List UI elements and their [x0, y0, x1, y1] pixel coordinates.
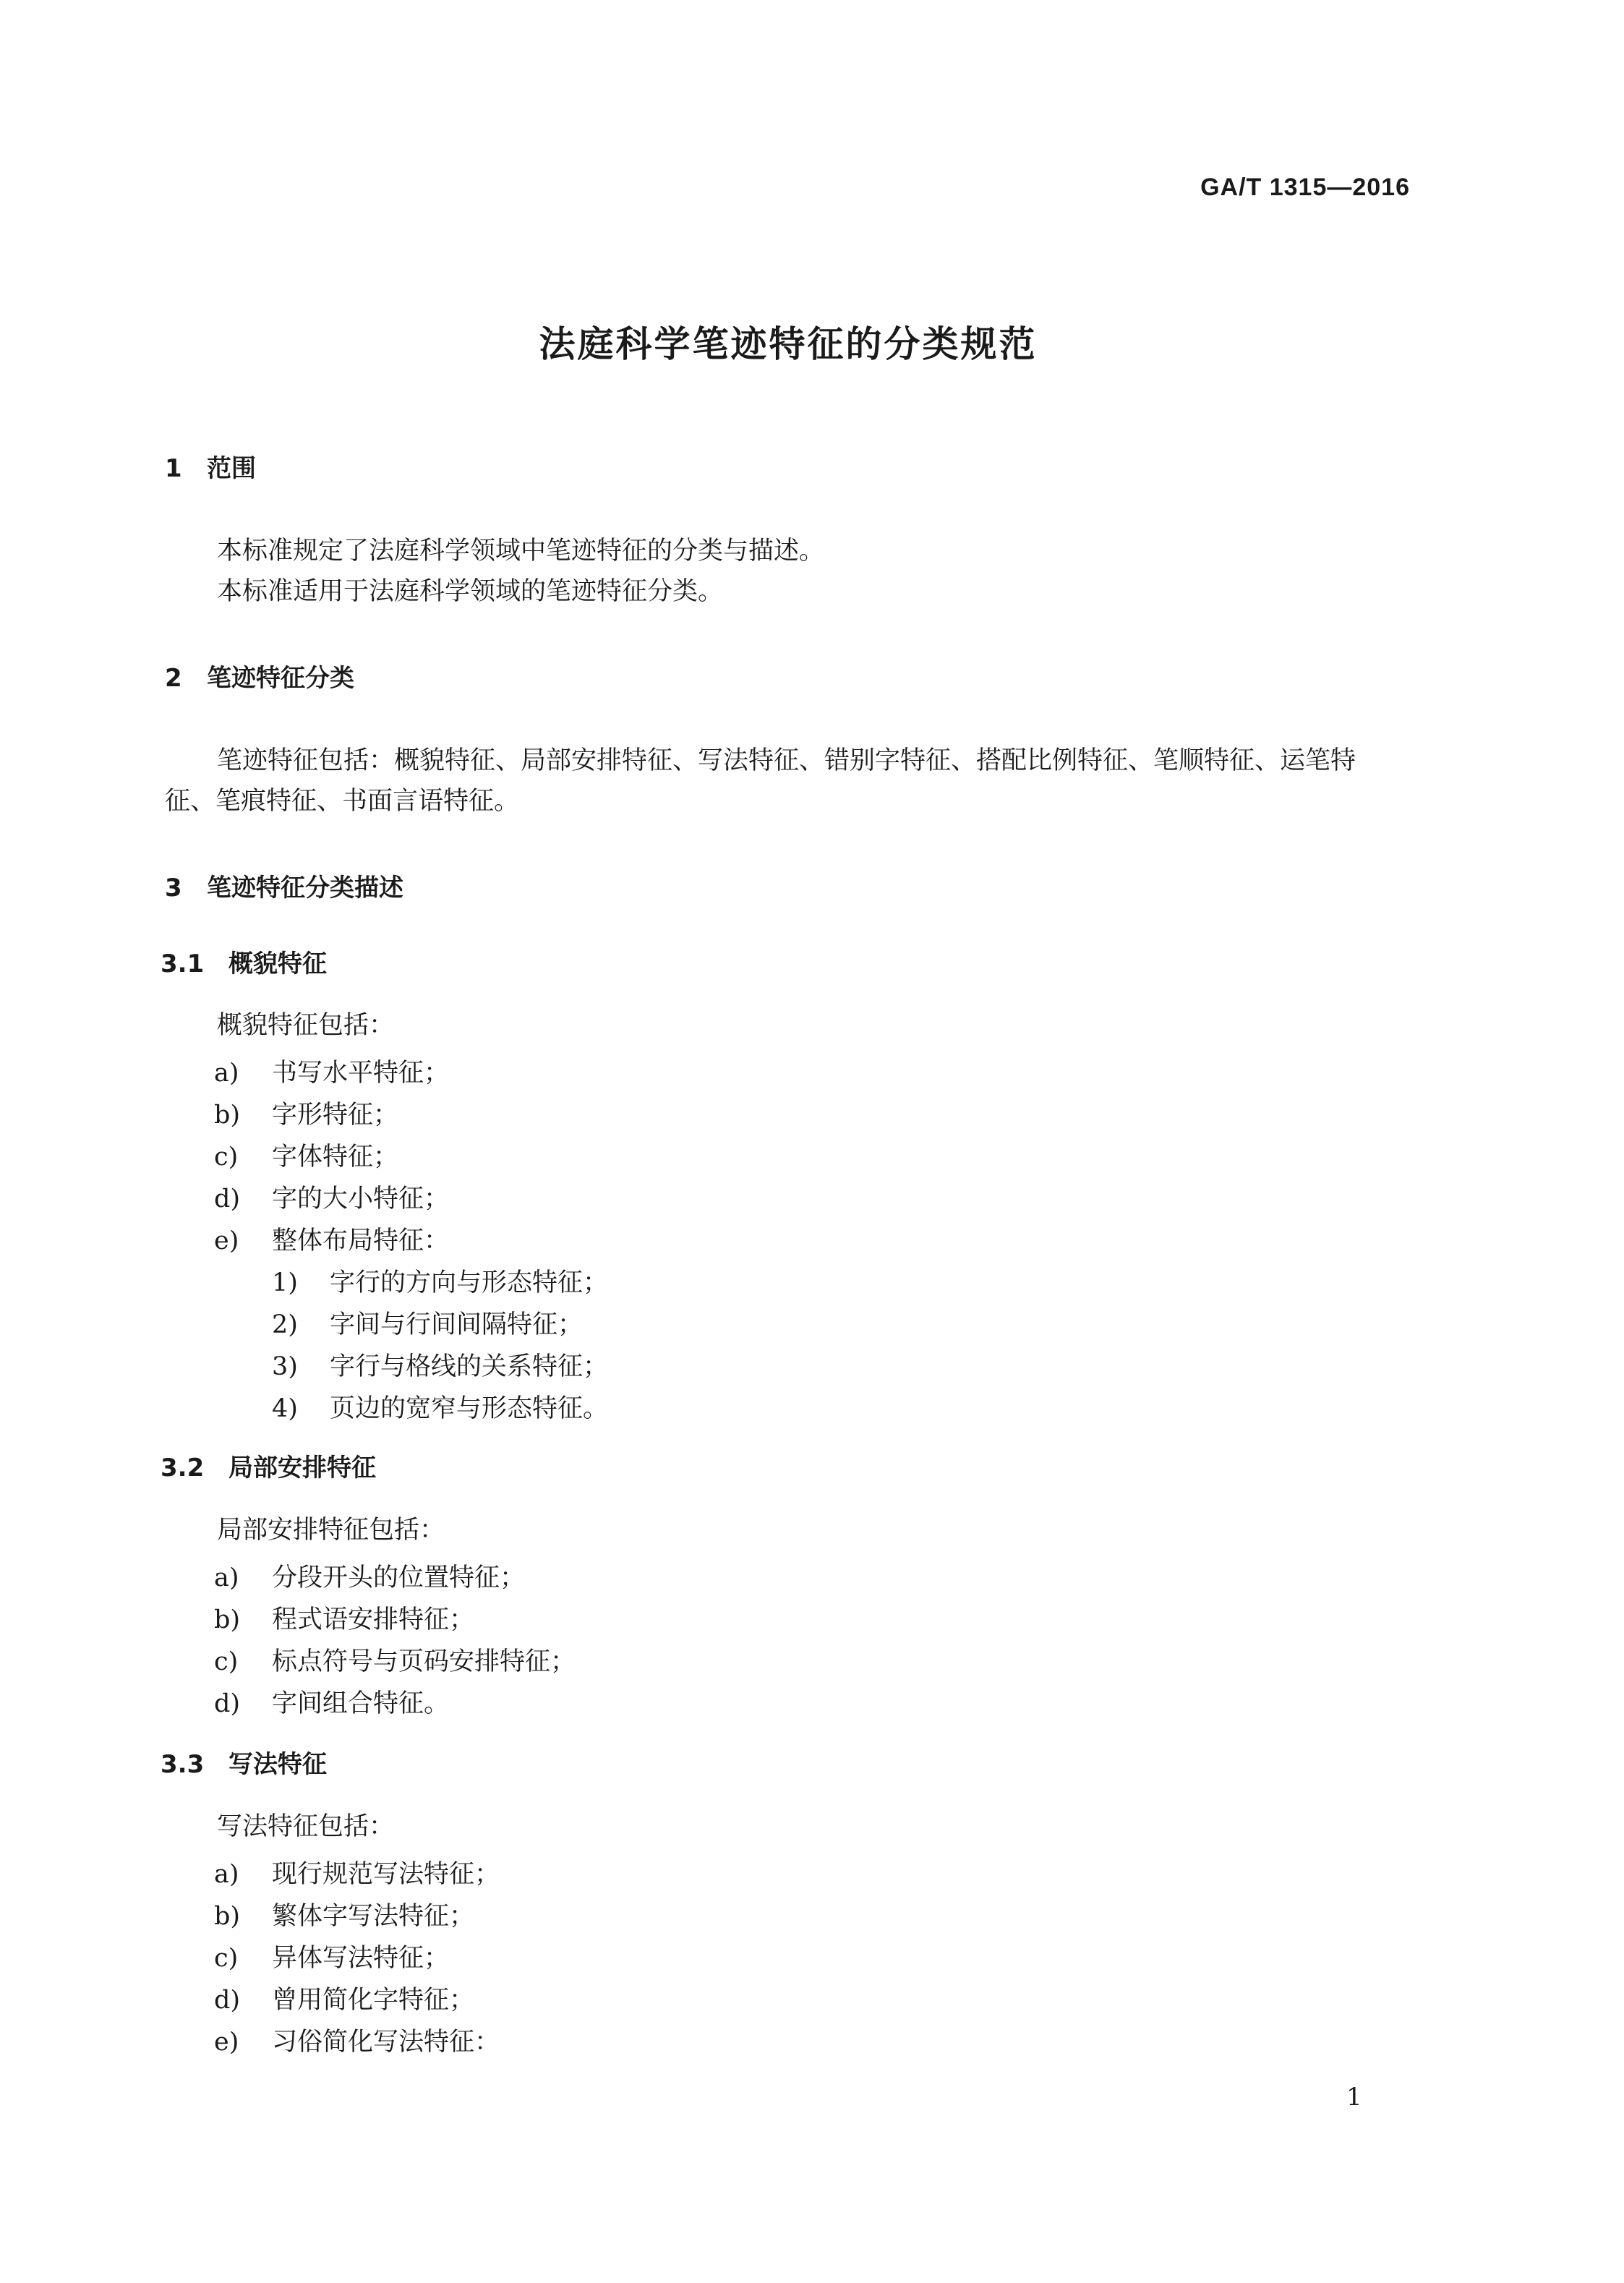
list-item: c) 异体写法特征； [214, 1944, 450, 1973]
list-item: d) 曾用简化字特征； [214, 1986, 475, 2015]
section-2-paragraph-line-2: 征、笔痕特征、书面言语特征。 [165, 787, 520, 816]
section-3-3-intro: 写法特征包括： [217, 1812, 395, 1841]
section-number: 3.2 [161, 1454, 205, 1482]
list-item: d) 字间组合特征。 [214, 1689, 450, 1718]
list-item: c) 标点符号与页码安排特征； [214, 1647, 576, 1676]
section-3-2-heading [161, 1448, 376, 1483]
section-3-2-intro: 局部安排特征包括： [217, 1516, 445, 1545]
section-number: 3.3 [161, 1750, 205, 1779]
list-item: a) 现行规范写法特征； [214, 1860, 500, 1889]
section-1-paragraph-1: 本标准规定了法庭科学领域中笔迹特征的分类与描述。 [217, 537, 825, 566]
list-item: a) 书写水平特征； [214, 1059, 450, 1088]
section-2-paragraph-line-1: 笔迹特征包括：概貌特征、局部安排特征、写法特征、错别字特征、搭配比例特征、笔顺特征、运笔特 [217, 746, 1356, 775]
list-item: b) 繁体字写法特征； [214, 1902, 475, 1931]
section-title: 局部安排特征 [228, 1454, 376, 1482]
section-3-1-heading [161, 944, 327, 979]
list-item: e) 整体布局特征： [214, 1226, 450, 1255]
list-item: a) 分段开头的位置特征； [214, 1563, 526, 1592]
list-item: d) 字的大小特征； [214, 1185, 450, 1213]
list-item: c) 字体特征； [214, 1143, 399, 1172]
section-number: 1 [165, 454, 182, 483]
section-1-paragraph-2: 本标准适用于法庭科学领域的笔迹特征分类。 [217, 577, 724, 606]
list-item: e) 习俗简化写法特征： [214, 2028, 500, 2057]
standard-code: GA/T 1315—2016 [1200, 174, 1410, 201]
sub-list-item: 3) 字行与格线的关系特征； [272, 1352, 609, 1381]
page-number: 1 [1346, 2083, 1362, 2112]
section-3-3-heading [161, 1744, 327, 1780]
list-item: b) 字形特征； [214, 1101, 399, 1130]
section-3-heading [165, 868, 403, 903]
sub-list-item: 4) 页边的宽窄与形态特征。 [272, 1394, 609, 1423]
section-title: 笔迹特征分类描述 [207, 874, 403, 902]
section-title: 概貌特征 [228, 950, 327, 978]
section-title: 写法特征 [228, 1750, 327, 1779]
sub-list-item: 2) 字间与行间间隔特征； [272, 1310, 584, 1339]
sub-list-item: 1) 字行的方向与形态特征； [272, 1268, 609, 1297]
section-number: 3.1 [161, 950, 205, 978]
section-title: 笔迹特征分类 [207, 664, 354, 693]
section-1-heading [165, 448, 256, 484]
document-title: 法庭科学笔迹特征的分类规范 [539, 323, 1038, 365]
section-number: 3 [165, 874, 182, 902]
list-item: b) 程式语安排特征； [214, 1605, 475, 1634]
section-2-heading [165, 658, 354, 694]
section-title: 范围 [207, 454, 256, 483]
section-3-1-intro: 概貌特征包括： [217, 1011, 395, 1040]
section-number: 2 [165, 664, 182, 693]
